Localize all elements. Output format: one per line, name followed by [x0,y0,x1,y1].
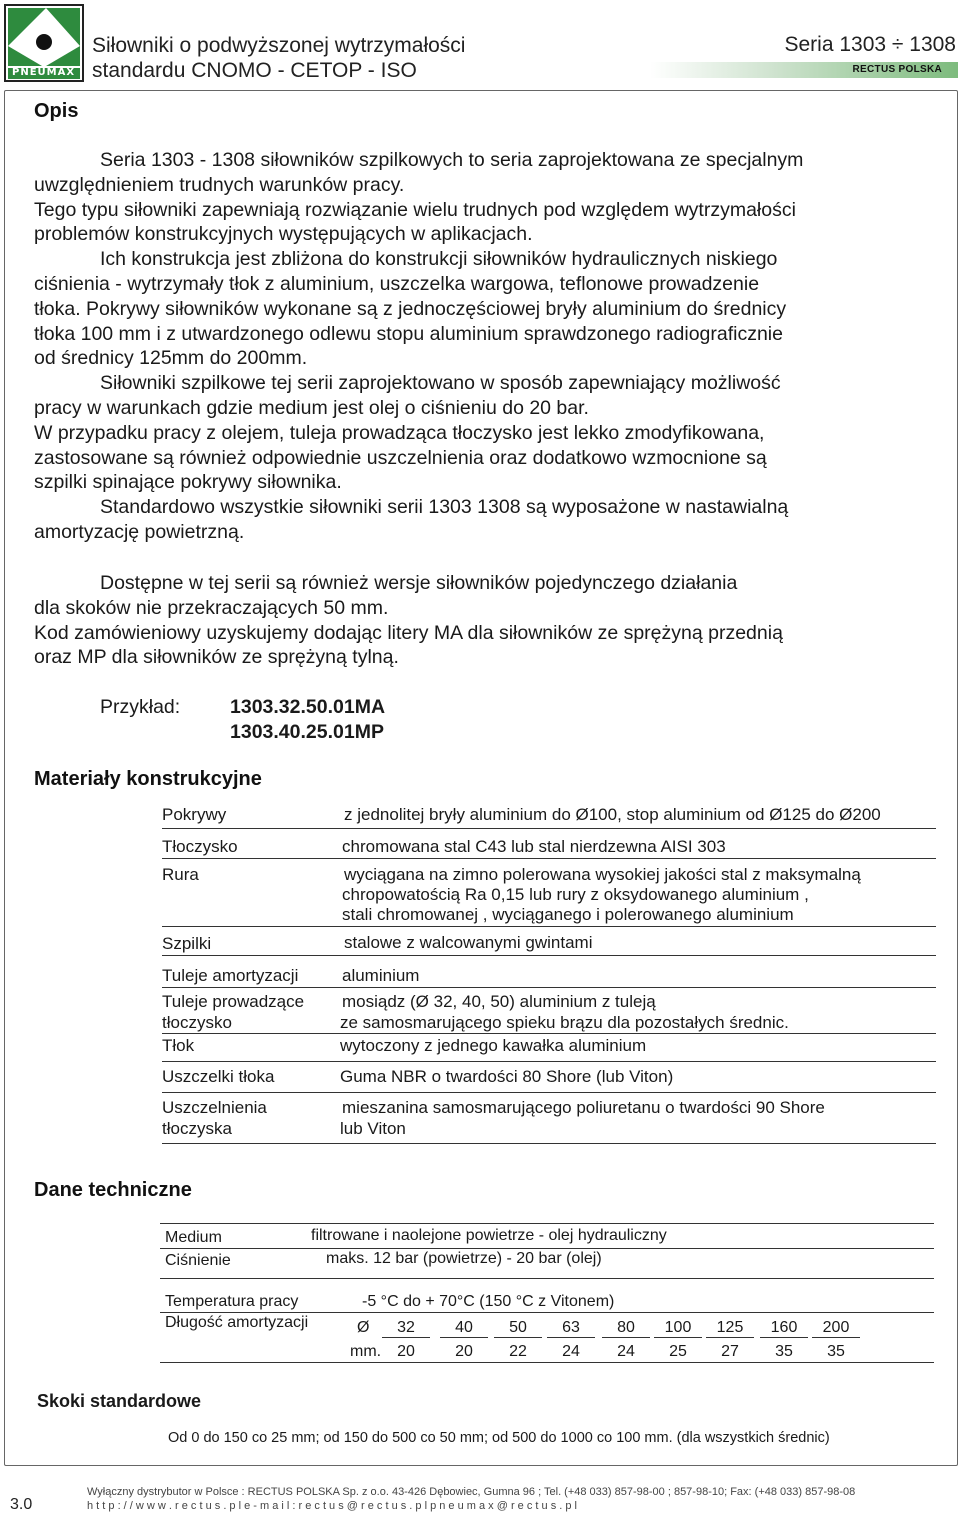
diameter-underline [494,1337,542,1338]
strokes-heading: Skoki standardowe [37,1391,202,1411]
strokes-text: Od 0 do 150 co 25 mm; od 150 do 500 co 50 mm; od 500 do 1000 co 100 mm. (dla wszystkich średnic) [168,1430,830,1446]
material-value: chromowana stal C43 lub stal nierdzewna AISI 303 [342,837,726,856]
header-title-line2: standardu CNOMO - CETOP - ISO [92,59,417,82]
material-value: Guma NBR o twardości 80 Shore (lub Viton) [340,1067,674,1086]
material-value: mieszanina samosmarującego poliuretanu o twardości 90 Shore [342,1098,825,1117]
cushion-length-value: 20 [397,1343,415,1360]
material-label: Pokrywy [162,805,227,824]
opis-text [34,148,914,545]
diameter-underline [654,1337,702,1338]
cushion-length-value: 20 [455,1343,473,1360]
logo-brand-text: PNEUMAX [12,67,76,78]
material-label: tłoczyska [162,1119,232,1138]
diameter-value: 200 [822,1319,850,1336]
cushion-length-value: 24 [562,1343,580,1360]
material-value: aluminium [342,966,420,985]
materials-row [162,931,936,956]
opis-line: problemów konstrukcyjnych występujących w aplikacjach. [34,223,533,246]
material-value: stalowe z walcowanymi gwintami [344,933,593,952]
cushion-label: Długość amortyzacji [165,1314,309,1331]
material-value: z jednolitej bryły aluminium do Ø100, stop aluminium od Ø125 do Ø200 [344,805,881,824]
divider [160,1278,934,1279]
temperature-value: -5 °C do + 70°C (150 °C z Vitonem) [362,1293,615,1310]
opis-line: pracy w warunkach gdzie medium jest olej o ciśnieniu do 20 bar. [34,396,589,419]
material-value: stali chromowanej , wyciąganego i polerowanego aluminium [342,905,794,924]
divider [160,1362,934,1363]
opis-line: W przypadku pracy z olejem, tuleja prowadząca tłoczysko jest lekko zmodyfikowana, [34,421,765,444]
footer-contacts: h t t p : / / w w w . r e c t u s . p l e - m a i l : r e c t u s @ r e c t u s . p l p n e u m a x @ r e c t u s . p l [87,1500,577,1512]
medium-label: Medium [165,1229,222,1246]
material-value: mosiądz (Ø 32, 40, 50) aluminium z tuleją [342,992,656,1011]
header-title-line1: Siłowniki o podwyższonej wytrzymałości [92,34,466,57]
diameter-underline [760,1337,808,1338]
footer-distributor: Wyłączny dystrybutor w Polsce : RECTUS POLSKA Sp. z o.o. 43-426 Dębowiec, Gumna 96 ; Tel. (+48 033) 857-98-00 ; 857-98-10; Fax: (+48 033) 857-98-08 [87,1486,856,1498]
material-value: chropowatością Ra 0,15 lub rury z oksydowanego aluminium , [342,885,809,904]
diameter-value: 125 [716,1319,744,1336]
diameter-value: 160 [770,1319,798,1336]
cushion-length-value: 35 [827,1343,845,1360]
header-series: Seria 1303 ÷ 1308 [784,33,956,56]
opis-line: tłoka 100 mm i z utwardzonego odlewu stopu aluminium sprawdzonego radiograficznie [34,322,783,345]
material-label: Szpilki [162,934,212,953]
page-number: 3.0 [10,1496,33,1513]
opis-heading: Opis [34,100,79,122]
material-label: Tuleje amortyzacji [162,966,299,985]
cushion-length-value: 35 [775,1343,793,1360]
temperature-label: Temperatura pracy [165,1293,299,1310]
opis-line: tłoka. Pokrywy siłowników wykonane są z jednoczęściowej bryły aluminium do średnicy [34,297,787,320]
diameter-symbol: Ø [357,1319,370,1336]
material-label: Uszczelki tłoka [162,1067,275,1086]
diameter-value: 100 [664,1319,692,1336]
opis-line: amortyzację powietrzną. [34,520,245,543]
opis-line: Dostępne w tej serii są również wersje siłowników pojedynczego działania [100,572,738,594]
pneumax-logo [4,4,84,82]
material-label: Tuleje prowadzące [162,992,305,1011]
cushion-length-value: 25 [669,1343,687,1360]
material-label: Uszczelnienia [162,1098,267,1117]
opis-line: od średnicy 125mm do 200mm. [34,347,308,370]
header-company: RECTUS POLSKA [852,64,942,75]
opis-line: Siłowniki szpilkowe tej serii zaprojektowano w sposób zapewniający możliwość [100,372,781,395]
opis-line: dla skoków nie przekraczających 50 mm. [34,596,389,619]
material-value: wyciągana na zimno polerowana wysokiej jakości stal z maksymalną [344,865,861,884]
materials-row [162,1034,936,1062]
diameter-underline [382,1337,430,1338]
diameter-underline [706,1337,754,1338]
mm-label: mm. [350,1343,382,1360]
opis-line: szpilki spinające pokrywy siłownika. [34,471,342,494]
materials-row [162,1095,936,1144]
diameter-value: 32 [397,1319,415,1336]
material-label: tłoczysko [162,1013,232,1032]
material-value: wytoczony z jednego kawałka aluminium [340,1036,647,1055]
diameter-value: 63 [562,1319,580,1336]
tech-heading: Dane techniczne [34,1179,192,1201]
diameter-underline [440,1337,488,1338]
cushion-length-value: 27 [721,1343,739,1360]
diameter-value: 40 [455,1319,473,1336]
materials-row [162,1064,936,1093]
opis-line: Standardowo wszystkie siłowniki serii 1303 1308 są wyposażone w nastawialną [100,496,789,519]
example-code: 1303.40.25.01MP [230,721,384,743]
opis-line: Ich konstrukcja jest zbliżona do konstrukcji siłowników hydraulicznych niskiego [100,248,778,271]
opis-line: uwzględnieniem trudnych warunków pracy. [34,173,405,196]
diameter-value: 50 [509,1319,527,1336]
divider [160,1248,934,1249]
example-label: Przykład: [100,696,181,718]
diameter-underline [547,1337,595,1338]
material-label: Tłok [162,1036,195,1055]
material-value: lub Viton [340,1119,406,1138]
materials-heading: Materiały konstrukcyjne [34,768,262,790]
opis-line: ciśnienia - wytrzymały tłok z aluminium, uszczelka wargowa, teflonowe prowadzenie [34,272,760,295]
materials-row [162,802,936,829]
opis-text-2 [34,571,914,670]
medium-value: filtrowane i naolejone powietrze - olej hydrauliczny [311,1227,667,1244]
pressure-label: Ciśnienie [165,1252,231,1269]
cushion-length-value: 22 [509,1343,527,1360]
diameter-value: 80 [617,1319,635,1336]
materials-row [162,963,936,988]
example-code: 1303.32.50.01MA [230,696,386,718]
material-label: Tłoczysko [162,837,238,856]
material-value: ze samosmarującego spieku brązu dla pozostałych średnic. [340,1013,789,1032]
opis-line: Tego typu siłowniki zapewniają rozwiązanie wielu trudnych pod względem wytrzymałości [34,198,796,221]
divider [160,1223,934,1224]
opis-line: oraz MP dla siłowników ze sprężyną tylną. [34,646,399,669]
opis-line: Seria 1303 - 1308 siłowników szpilkowych to seria zaprojektowana ze specjalnym [100,149,804,171]
materials-row [162,834,936,859]
materials-row [162,862,936,927]
diameter-underline [812,1337,860,1338]
diameter-underline [602,1337,650,1338]
opis-line: zastosowane są również odpowiednie uszczelnienia oraz dodatkowo wzmocnione są [34,446,767,469]
materials-row [162,989,936,1034]
cushion-length-value: 24 [617,1343,635,1360]
opis-line: Kod zamówieniowy uzyskujemy dodając litery MA dla siłowników ze sprężyną przednią [34,621,783,644]
divider [160,1312,934,1313]
material-label: Rura [162,865,199,884]
pressure-value: maks. 12 bar (powietrze) - 20 bar (olej) [326,1250,602,1267]
